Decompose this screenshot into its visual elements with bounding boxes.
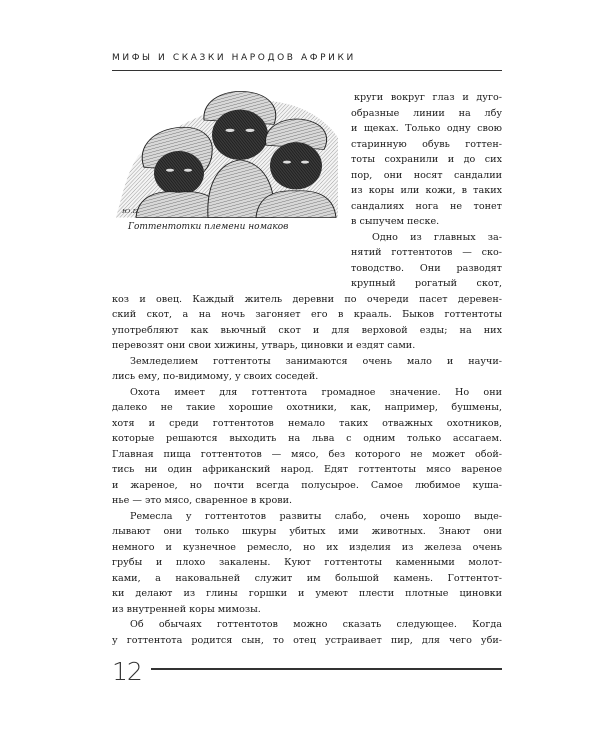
text-line: далеко не такие хорошие охотники, как, например, бушмены, xyxy=(112,402,502,413)
text-line: в сыпучем песке. xyxy=(351,216,440,227)
text-line: Одно из главных за- xyxy=(372,231,502,243)
running-head: МИФЫ И СКАЗКИ НАРОДОВ АФРИКИ xyxy=(112,53,356,63)
text-line: грубы и плохо закалены. Куют готтентоты каменными молот- xyxy=(112,557,502,568)
text-line: и жареное, но почти всегда полусырое. Самое любимое куша- xyxy=(112,479,502,491)
text-line: Земледелием готтентоты занимаются очень мало и научи- xyxy=(130,355,502,367)
text-line: ский скот, а на ночь загоняет его в крааль. Быков готтентоты xyxy=(112,309,502,320)
text-line: тоты сохранили и до сих xyxy=(351,154,502,165)
text-line: из внутренней коры мимозы. xyxy=(112,603,261,615)
text-line: хотя и среди готтентотов немало таких отважных охотников, xyxy=(112,417,502,429)
page-number: 12 xyxy=(112,657,142,686)
text-line: коз и овец. Каждый житель деревни по очереди пасет деревен- xyxy=(112,293,502,305)
text-line: Об обычаях готтентотов можно сказать следующее. Когда xyxy=(130,619,502,630)
text-line: ками, а наковальней служит им большой камень. Готтентот- xyxy=(112,572,502,584)
text-line: старинную обувь готтен- xyxy=(351,138,502,150)
text-line: из коры или кожи, в таких xyxy=(351,185,502,196)
text-line: ки делают из глины горшки и умеют плести плотные циновки xyxy=(112,588,502,599)
text-line: нятий готтентотов — ско- xyxy=(351,247,502,258)
text-line: и щеках. Только одну свою xyxy=(351,123,502,134)
text-line: немного и кузнечное ремесло, но их изделия из железа очень xyxy=(112,541,502,553)
text-line: Ремесла у готтентотов развиты слабо, очень хорошо выде- xyxy=(130,510,502,522)
footer-rule xyxy=(151,668,502,670)
text-line: пор, они носят сандалии xyxy=(351,169,502,181)
text-line: Главная пища готтентотов — мясо, без которого не может обой- xyxy=(112,448,502,460)
text-line: которые решаются выходить на льва с одним только ассагаем. xyxy=(112,433,502,444)
text-line: сандалиях нога не тонет xyxy=(351,200,502,212)
text-line: перевозят они свои хижины, утварь, циновки и ездят сами. xyxy=(112,340,416,351)
text-line: лывают они только шкуры убитых ими животных. Знают они xyxy=(112,526,502,537)
text-line: образные линии на лбу xyxy=(351,107,502,119)
text-line: лись ему, по-видимому, у своих соседей. xyxy=(112,371,319,382)
text-line: товодство. Они разводят xyxy=(351,262,502,274)
header-rule xyxy=(112,70,502,71)
text-line: нье — это мясо, сваренное в крови. xyxy=(112,495,293,506)
text-line: употребляют как вьючный скот и для верховой езды; на них xyxy=(112,324,502,336)
text-line: круги вокруг глаз и дуго- xyxy=(354,92,502,103)
text-line: тись ни один африканский народ. Едят готтентоты мясо вареное xyxy=(112,464,502,475)
engraving-illustration xyxy=(116,86,338,218)
text-line: крупный рогатый скот, xyxy=(351,278,502,289)
text-line: у готтентота родится сын, то отец устраивает пир, для чего уби- xyxy=(112,634,502,646)
text-line: Охота имеет для готтентота громадное значение. Но они xyxy=(130,386,502,398)
figure-caption: Готтентотки племени номаков xyxy=(128,221,289,232)
artist-signature: Ю.Б. xyxy=(122,208,140,215)
